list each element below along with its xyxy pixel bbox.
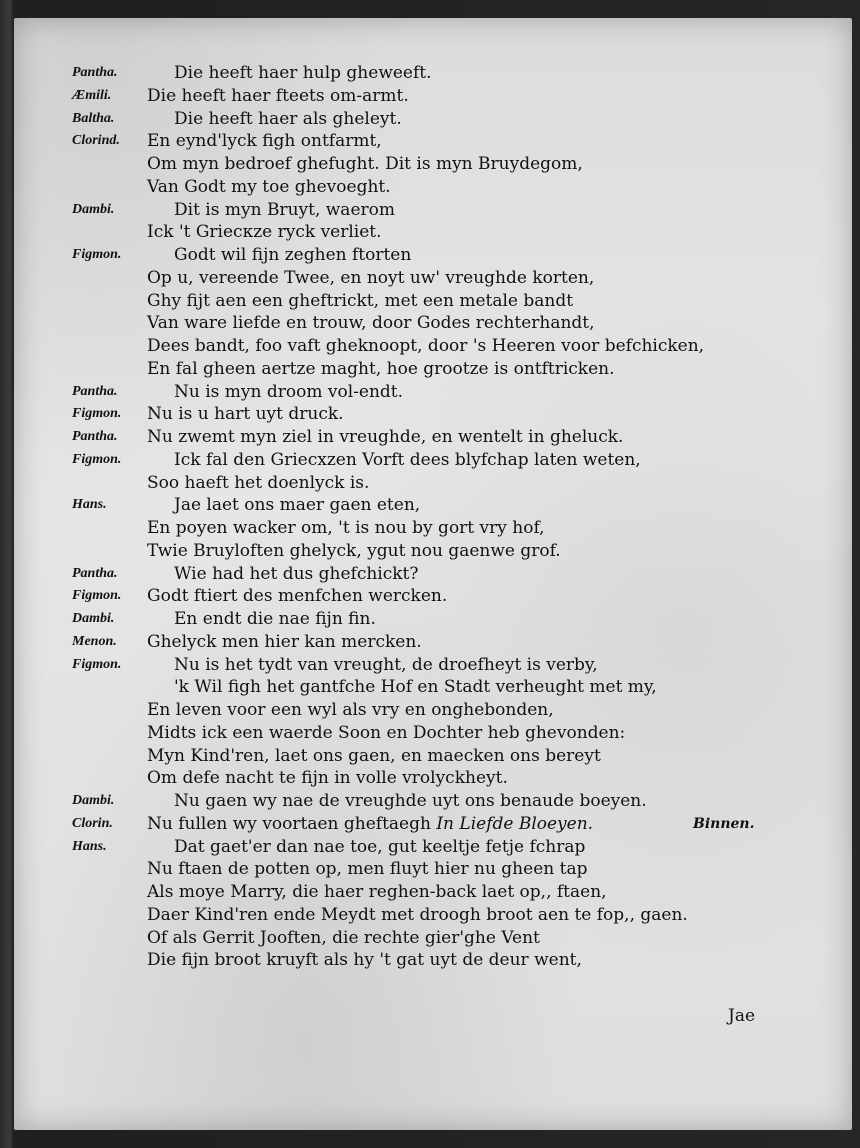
verse-text xyxy=(147,221,382,244)
verse-text xyxy=(174,62,432,85)
verse-words: Of als Gerrit Jooften, die rechte gier'ghe Vent xyxy=(147,927,540,948)
verse-line xyxy=(72,85,832,108)
verse-text xyxy=(147,517,545,540)
speaker-label: Figmon. xyxy=(72,451,122,467)
verse-line xyxy=(72,472,832,495)
verse-text xyxy=(174,608,376,631)
verse-text xyxy=(147,585,447,608)
verse-line xyxy=(72,722,832,745)
verse-words: Nu zwemt myn ziel in vreughde, en wentelt in gheluck. xyxy=(147,427,624,447)
verse-words: Die heeft haer fteets om-armt. xyxy=(147,85,409,106)
verse-words: Om myn bedroef ghefught. Dit is myn Bruydegom, xyxy=(147,154,583,174)
verse-words: Twie Bruyloften ghelyck, ygut nou gaenwe grof. xyxy=(147,540,561,561)
verse-text xyxy=(147,722,625,745)
verse-line xyxy=(72,153,832,176)
speaker-label: Menon. xyxy=(72,633,117,649)
verse-line xyxy=(72,790,832,813)
verse-text xyxy=(147,85,409,108)
speaker-label: Figmon. xyxy=(72,656,122,672)
verse-text xyxy=(147,472,369,495)
verse-words: En eynd'lyck figh ontfarmt, xyxy=(147,131,382,152)
verse-line xyxy=(72,927,832,950)
speaker-label: Figmon. xyxy=(72,247,122,262)
verse-line xyxy=(72,608,832,631)
speaker-label: Hans. xyxy=(72,838,107,854)
verse-line xyxy=(72,244,832,267)
verse-line xyxy=(72,108,832,131)
verse-text xyxy=(147,335,704,358)
verse-words: Nu gaen wy nae de vreughde uyt ons benaude boeyen. xyxy=(174,791,647,811)
verse-words: Soo haeft het doenlyck is. xyxy=(147,472,370,493)
verse-line xyxy=(72,517,832,540)
verse-line xyxy=(72,130,832,153)
verse-line xyxy=(72,449,832,472)
speaker-label: Figmon. xyxy=(72,406,122,422)
verse-line xyxy=(72,290,832,313)
verse-text xyxy=(147,858,587,881)
stage-direction: Binnen. xyxy=(693,815,755,832)
verse-text xyxy=(174,108,402,131)
verse-text xyxy=(147,767,508,790)
speaker-label: Æmili. xyxy=(72,87,112,103)
verse-text xyxy=(174,676,657,699)
verse-words: Ick fal den Griecxzen Vorft dees blyfchap laten weten, xyxy=(174,449,641,470)
speaker-label: Clorind. xyxy=(72,133,120,149)
verse-words: En endt die nae fijn fin. xyxy=(174,609,376,629)
verse-words: Jae laet ons maer gaen eten, xyxy=(174,495,421,516)
verse-text xyxy=(147,904,688,927)
verse-words: Die heeft haer als gheleyt. xyxy=(174,108,402,129)
verse-line xyxy=(72,836,832,859)
verse-line xyxy=(72,176,832,199)
verse-text xyxy=(174,381,403,404)
verse-line xyxy=(72,358,832,381)
verse-text xyxy=(147,153,583,176)
verse-text xyxy=(147,403,344,426)
verse-words: Nu is myn droom vol-endt. xyxy=(174,381,404,402)
verse-text xyxy=(174,494,420,517)
verse-text xyxy=(147,881,607,904)
verse-words: Van Godt my toe ghevoeght. xyxy=(147,176,391,197)
verse-line xyxy=(72,949,832,972)
speaker-label: Baltha. xyxy=(72,110,115,126)
verse-line xyxy=(72,654,832,677)
verse-line xyxy=(72,494,832,517)
verse-words: En fal gheen aertze maght, hoe grootze is ontftricken. xyxy=(147,358,615,379)
verse-words: Ghy fijt aen een gheftrickt, met een metale bandt xyxy=(147,290,574,311)
verse-words: Wie had het dus ghefchickt? xyxy=(174,563,419,584)
verse-text xyxy=(174,449,641,472)
verse-line xyxy=(72,540,832,563)
verse-words: 'k Wil figh het gantfche Hof en Stadt verheught met my, xyxy=(174,677,657,698)
verse-line xyxy=(72,403,832,426)
verse-line xyxy=(72,767,832,790)
verse-words: Nu ftaen de potten op, men fluyt hier nu gheen tap xyxy=(147,859,588,880)
speaker-label: Dambi. xyxy=(72,201,115,217)
verse-text xyxy=(147,290,573,313)
verse-words: Dit is myn Bruyt, waerom xyxy=(174,199,395,220)
speaker-label: Hans. xyxy=(72,497,107,513)
verse-text-block xyxy=(72,62,832,972)
verse-line xyxy=(72,858,832,881)
verse-words: Nu is het tydt van vreught, de droefheyt is verby, xyxy=(174,654,598,675)
verse-text xyxy=(147,267,594,290)
verse-line xyxy=(72,676,832,699)
verse-text xyxy=(147,358,615,381)
verse-text xyxy=(174,244,411,267)
verse-text xyxy=(174,836,585,859)
verse-words: Myn Kind'ren, laet ons gaen, en maecken ons bereyt xyxy=(147,745,601,766)
verse-words: Op u, vereende Twee, en noyt uw' vreughde korten, xyxy=(147,267,595,288)
verse-line xyxy=(72,381,832,404)
verse-words: Om defe nacht te fijn in volle vrolyckheyt. xyxy=(147,768,508,789)
verse-line xyxy=(72,563,832,586)
verse-text xyxy=(174,790,647,813)
verse-words: Dat gaet'er dan nae toe, gut keeltje fetje fchrap xyxy=(174,836,586,857)
verse-text xyxy=(147,949,582,972)
verse-line xyxy=(72,813,832,836)
verse-line xyxy=(72,881,832,904)
verse-line xyxy=(72,62,832,85)
verse-words: Die heeft haer hulp gheweeft. xyxy=(174,63,432,83)
verse-words: Midts ick een waerde Soon en Dochter heb ghevonden: xyxy=(147,722,626,743)
verse-text xyxy=(147,176,391,199)
verse-text xyxy=(147,631,422,654)
speaker-label: Clorin. xyxy=(72,815,113,831)
verse-line xyxy=(72,267,832,290)
verse-line xyxy=(72,585,832,608)
verse-words: Van ware liefde en trouw, door Godes rechterhandt, xyxy=(147,313,595,334)
speaker-label: Pantha. xyxy=(72,383,118,399)
speaker-label: Pantha. xyxy=(72,565,118,581)
verse-text xyxy=(174,563,419,586)
catchword: Jae xyxy=(728,1006,756,1026)
verse-line xyxy=(72,631,832,654)
verse-words: Nu fullen wy voortaen gheftaegh xyxy=(147,813,431,834)
book-page xyxy=(14,18,852,1130)
verse-words: Ick 't Griecкze ryck verliet. xyxy=(147,222,382,243)
verse-text xyxy=(174,654,598,677)
verse-line xyxy=(72,199,832,222)
verse-words: En leven voor een wyl als vry en onghebonden, xyxy=(147,700,554,720)
verse-words: Ghelyck men hier kan mercken. xyxy=(147,631,422,652)
verse-line xyxy=(72,221,832,244)
verse-line xyxy=(72,312,832,335)
verse-line xyxy=(72,426,832,449)
verse-text xyxy=(147,426,623,449)
verse-line xyxy=(72,904,832,927)
verse-words: Als moye Marry, die haer reghen-back laet op,, ftaen, xyxy=(147,882,607,902)
verse-text xyxy=(174,199,395,222)
verse-words: En poyen wacker om, 't is nou by gort vry hof, xyxy=(147,518,545,538)
verse-words: Godt wil fijn zeghen ftorten xyxy=(174,245,412,265)
verse-words: Die fijn broot kruyft als hy 't gat uyt de deur went, xyxy=(147,950,582,971)
verse-text xyxy=(147,745,601,768)
speaker-label: Dambi. xyxy=(72,611,115,626)
verse-text xyxy=(147,312,595,335)
verse-words: Daer Kind'ren ende Meydt met droogh broot aen te fop,, gaen. xyxy=(147,904,688,925)
verse-line xyxy=(72,699,832,722)
speaker-label: Pantha. xyxy=(72,65,118,80)
verse-text xyxy=(147,927,540,950)
speaker-label: Dambi. xyxy=(72,793,115,808)
verse-text xyxy=(147,813,593,836)
verse-text xyxy=(147,699,554,722)
verse-text xyxy=(147,540,561,563)
verse-text xyxy=(147,130,382,153)
verse-line xyxy=(72,745,832,768)
italic-phrase: In Liefde Bloeyen. xyxy=(436,813,594,834)
verse-line xyxy=(72,335,832,358)
speaker-label: Figmon. xyxy=(72,588,122,604)
verse-words: Godt ftiert des menfchen wercken. xyxy=(147,586,448,607)
verse-words: Dees bandt, foo vaft gheknoopt, door 's Heeren voor befchicken, xyxy=(147,336,705,356)
verse-words: Nu is u hart uyt druck. xyxy=(147,404,344,425)
speaker-label: Pantha. xyxy=(72,429,118,444)
